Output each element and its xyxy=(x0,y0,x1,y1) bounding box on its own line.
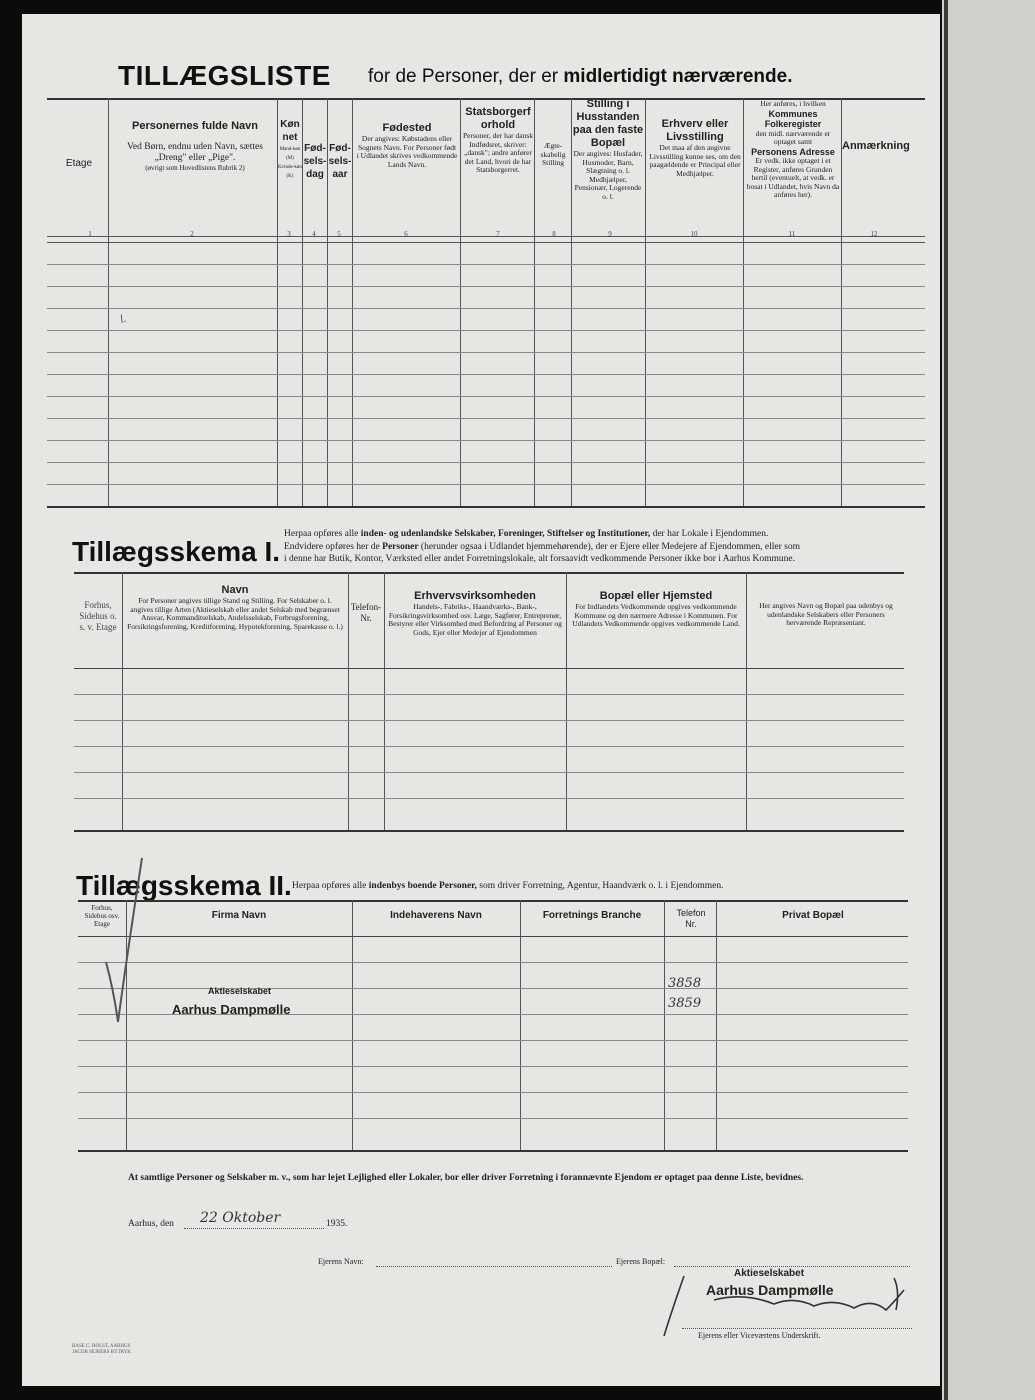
col-num: 8 xyxy=(552,230,556,238)
firm-stamp-line1: Aktieselskabet xyxy=(208,986,272,996)
form-page xyxy=(22,14,940,1386)
skema1-title: Tillægsskema I. xyxy=(72,536,281,567)
col-foedselsdag-header: Fød-sels-dag xyxy=(303,143,327,180)
col-statsborger-header: Statsborgerforhold Personer, der har dansk Indfødsret, skriver: „dansk"; andre anfører det Land, hvori de har Statsborgerret. xyxy=(462,106,534,174)
col-anmaerkning-header: Anmærkning xyxy=(842,140,910,152)
s2-col-firma-header: Firma Navn xyxy=(211,910,267,921)
col-num: 2 xyxy=(190,230,194,238)
signature-stamp-line2: Aarhus Dampmølle xyxy=(706,1282,834,1298)
col-foedselsaar-header: Fød-sels-aar xyxy=(328,143,352,180)
col-navn-header: Personernes fulde Navn Ved Børn, endnu uden Navn, sættes „Dreng" eller „Pige". (øvrigt som Hovedlistens Rubrik 2) xyxy=(127,120,263,172)
col-num: 9 xyxy=(608,230,612,238)
col-num: 3 xyxy=(287,230,291,238)
col-num: 4 xyxy=(312,230,316,238)
pencil-mark: \. xyxy=(120,314,127,325)
s1-col-bopael-header: Bopæl eller Hjemsted For Indlandets Vedkommende opgives vedkommende Kommune og den nærmere Adresse i Kommunen. For Udlandets Vedkommende opgives vedkommende Land. xyxy=(572,590,740,628)
col-num: 1 xyxy=(88,230,92,238)
printer-imprint: BASE C. HOLST, AARHUS JACOB SEJRERS BYTRYK xyxy=(72,1344,131,1355)
s2-col-bopael-header: Privat Bopæl xyxy=(782,910,844,921)
col-foedested-header: Fødested Der angives: Købstadens eller Sognets Navn. For Personer født i Udlandet skrives vedkommende Lands Navn. xyxy=(356,122,458,169)
signature-label: Ejerens eller Viceværtens Underskrift. xyxy=(698,1331,821,1340)
year-text: 1935. xyxy=(326,1219,348,1229)
col-num: 12 xyxy=(870,230,878,238)
place-label: Aarhus, den xyxy=(128,1219,174,1229)
s2-col-telefon-header: Telefon Nr. xyxy=(676,908,706,929)
col-num: 10 xyxy=(690,230,698,238)
s1-col-navn-header: Navn For Personer angives tillige Stand og Stilling. For Selskaber o. l. angives tillige Arten (Aktieselskab eller andet Selskab med begrænset Ansvar, Kommanditselskab, Andelsselskab, Forbrugsforening, Forsikringsforening, Kreditforening, Hypotekforening, Sparekasse o. l.) xyxy=(127,584,343,631)
col-num: 6 xyxy=(404,230,408,238)
s2-col-branche-header: Forretnings Branche xyxy=(542,910,642,921)
s1-col-repraesentant-header: Her angives Navn og Bopæl paa udenbys og udenlandske Selskabers eller Personers herværende Repræsentant. xyxy=(759,601,893,627)
s1-col-erhverv-header: Erhvervsvirksomheden Handels-, Fabriks-, Haandværks-, Bank-, Forsikringsvirksomhed osv. Læge, Sagfører, Entreprenør, Bestyrer eller Virksomhed med Befordring af Personer og Gods, Ejer eller Medejer af Ejendommen xyxy=(388,590,562,637)
phone-1: 3858 xyxy=(668,976,702,991)
signature-stamp-line1: Aktieselskabet xyxy=(734,1268,805,1279)
date-handwritten: 22 Oktober xyxy=(200,1210,281,1226)
col-folkeregister-header: Her anføres, i hvilken Kommunes Folkeregister den midl. nærværende er optaget samt Personens Adresse Er vedk. ikke optaget i et Register, anføres Grunden hertil (eventuelt, at vedk. er bosat i Udlandet, hvis Navn da anføres her). xyxy=(746,99,840,199)
owner-address-label: Ejerens Bopæl: xyxy=(616,1257,666,1266)
liste-title: TILLÆGSLISTE xyxy=(118,60,331,91)
s2-col-indehaver-header: Indehaverens Navn xyxy=(390,910,482,921)
col-num: 7 xyxy=(496,230,500,238)
skema1-intro: Herpaa opføres alle inden- og udenlandske Selskaber, Foreninger, Stiftelser og Institutioner, der har Lokale i Ejendommen. Endvidere opføres her de Personer (herunder ogsaa i Udlandet hjemmehørende), der er Ejere eller Medejere af Ejendommen, eller som i denne har Butik, Kontor, Værksted eller andet Forretningslokale, alt forsaavidt vedkommende Personer ikke bor i Aarhus Kommune. xyxy=(284,529,800,564)
col-koen-header: Kønnet Mand-køn (M) Kvinde-køn (K) xyxy=(278,119,302,179)
checkmark-icon xyxy=(100,852,146,1032)
s1-col-telefon-header: Telefon-Nr. xyxy=(350,602,382,623)
firm-stamp-line2: Aarhus Dampmølle xyxy=(172,1002,291,1017)
col-aegteskabelig-header: Ægte-skabelig Stilling xyxy=(540,141,566,167)
adjacent-page xyxy=(942,0,1035,1400)
phone-2: 3859 xyxy=(668,996,702,1011)
skema2-title: Tillægsskema II. xyxy=(76,870,292,901)
s2-col-etage-header: Forhus, Sidehus osv. Etage xyxy=(84,904,120,928)
col-erhverv-header: Erhverv eller Livsstilling Det maa af den angivne Livsstilling kunne ses, om den paagældende er Principal eller Medhjælper. xyxy=(649,118,741,178)
col-etage-header: Etage xyxy=(65,158,93,169)
col-num: 11 xyxy=(788,230,796,238)
s1-col-etage-header: Forhus, Sidehus o. s. v. Etage xyxy=(79,600,117,632)
col-stilling-header: Stilling i Husstanden paa den faste Bopæl Der angives: Husfader, Husmoder, Barn, Slægtning o. l. Medhjælper, Pensionær, Logerende o. l. xyxy=(572,98,644,201)
col-num: 5 xyxy=(337,230,341,238)
declaration-text: At samtlige Personer og Selskaber m. v., som har lejet Lejlighed eller Lokaler, bor eller driver Forretning i forannævnte Ejendom er optaget paa denne Liste, bevidnes. xyxy=(128,1173,804,1183)
owner-name-label: Ejerens Navn: xyxy=(318,1257,364,1266)
liste-subtitle: for de Personer, der er midlertidigt nærværende. xyxy=(368,66,793,87)
skema2-intro: Herpaa opføres alle indenbys boende Personer, som driver Forretning, Agentur, Haandværk o. l. i Ejendommen. xyxy=(292,881,724,891)
